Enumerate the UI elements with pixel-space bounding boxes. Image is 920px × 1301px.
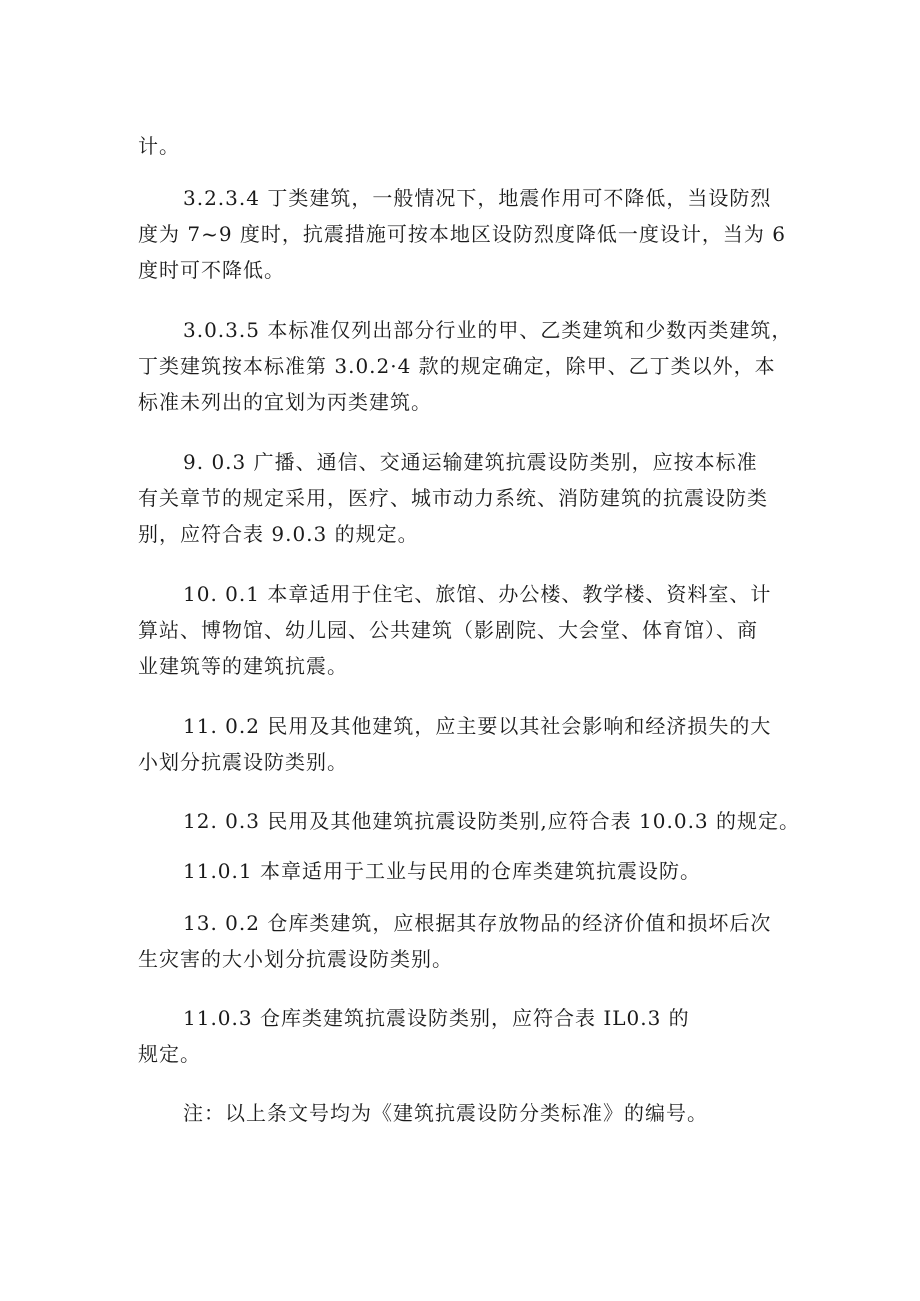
text-line: 计。: [138, 134, 180, 158]
text-line: 10. 0.1 本章适用于住宅、旅馆、办公楼、教学楼、资料室、计: [183, 582, 772, 606]
text-line: 11. 0.2 民用及其他建筑，应主要以其社会影响和经济损失的大: [183, 714, 772, 738]
paragraph-13-0-2: [138, 905, 788, 977]
text-line: 别，应符合表 9.0.3 的规定。: [138, 522, 419, 546]
text-line: 生灾害的大小划分抗震设防类别。: [138, 947, 453, 971]
text-line: 业建筑等的建筑抗震。: [138, 654, 348, 678]
text-line: 小划分抗震设防类别。: [138, 750, 348, 774]
paragraph-11-0-2: [138, 708, 788, 780]
text-line: 13. 0.2 仓库类建筑，应根据其存放物品的经济价值和损坏后次: [183, 911, 772, 935]
paragraph-3-0-3-5: [138, 312, 793, 420]
text-line: 标准未列出的宜划为丙类建筑。: [138, 390, 432, 414]
text-line: 9. 0.3 广播、通信、交通运输建筑抗震设防类别，应按本标准: [183, 450, 758, 474]
paragraph-continuation: [138, 128, 788, 164]
footnote-text: 注：以上条文号均为《建筑抗震设防分类标准》的编号。: [183, 1101, 708, 1125]
text-line: 度时可不降低。: [138, 258, 285, 282]
text-line: 12. 0.3 民用及其他建筑抗震设防类别,应符合表 10.0.3 的规定。: [183, 809, 801, 833]
footnote: [138, 1095, 788, 1131]
text-line: 3.0.3.5 本标准仅列出部分行业的甲、乙类建筑和少数丙类建筑，: [183, 318, 793, 342]
paragraph-10-0-1: [138, 576, 788, 684]
paragraph-11-0-3: [138, 1000, 788, 1072]
paragraph-9-0-3: [138, 444, 788, 552]
text-line: 11.0.3 仓库类建筑抗震设防类别，应符合表 IL0.3 的: [183, 1006, 690, 1030]
text-line: 有关章节的规定采用，医疗、城市动力系统、消防建筑的抗震设防类: [138, 486, 768, 510]
text-line: 度为 7~9 度时，抗震措施可按本地区设防烈度降低一度设计，当为 6: [138, 222, 787, 246]
paragraph-12-0-3: [138, 803, 801, 839]
paragraph-3-2-3-4: [138, 180, 788, 288]
text-line: 3.2.3.4 丁类建筑，一般情况下，地震作用可不降低，当设防烈: [183, 186, 772, 210]
paragraph-11-0-1: [138, 853, 788, 889]
text-line: 11.0.1 本章适用于工业与民用的仓库类建筑抗震设防。: [183, 859, 701, 883]
text-line: 丁类建筑按本标准第 3.0.2·4 款的规定确定，除甲、乙丁类以外，本: [138, 354, 776, 378]
text-line: 规定。: [138, 1042, 201, 1066]
text-line: 算站、博物馆、幼儿园、公共建筑（影剧院、大会堂、体育馆）、商: [138, 618, 758, 642]
